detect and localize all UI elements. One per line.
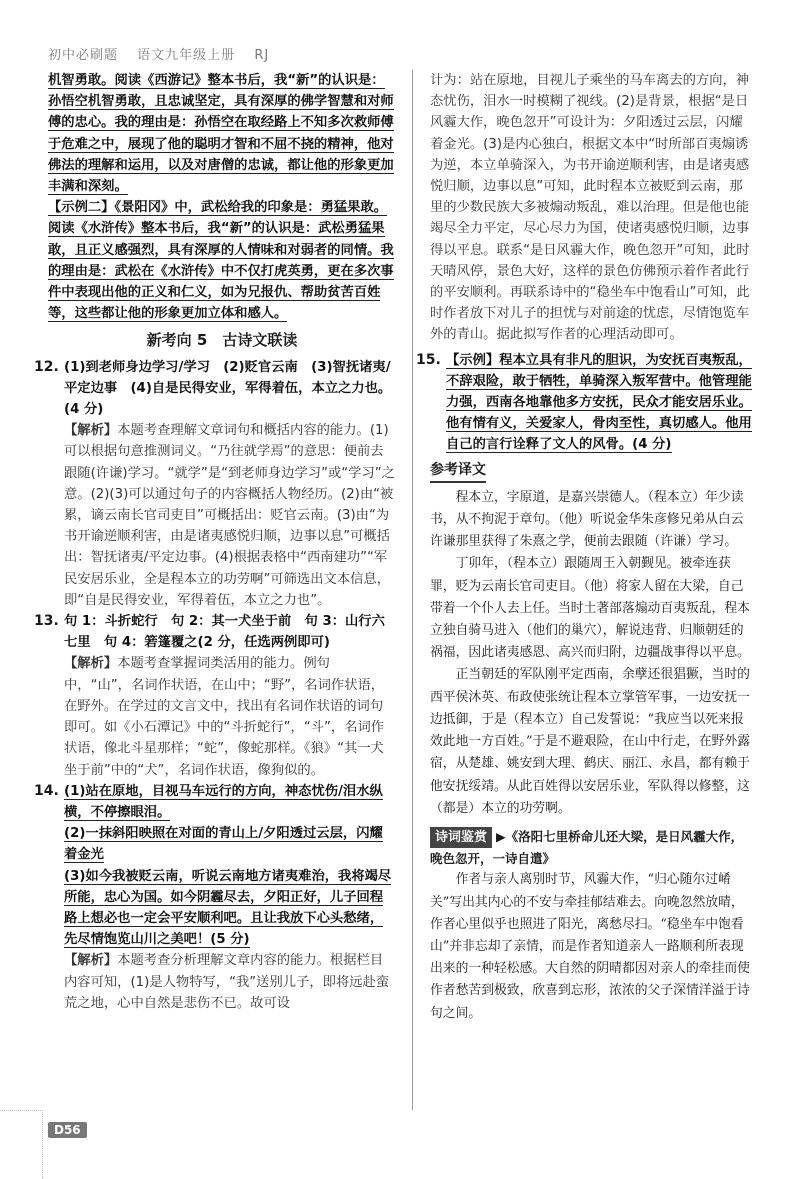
answer-text: 句 1：斗折蛇行 句 2：其一犬坐于前 句 3：山行六七里 句 4：箬篷覆之(2 分，任选两例即可): [64, 614, 385, 651]
analysis-text: 【解析】本题考查掌握词类活用的能力。例句中，“山”，名词作状语，在山中；“野”，名词作状语，在野外。在学过的文言文中，找出有名词作状语的词句即可。如《小石潭记》中的“斗折蛇行”，“斗”，名词作状语，像北斗星那样；“蛇”，像蛇那样。《狼》“其一犬坐于前”中的“犬”，名词作状语，像狗似的。: [64, 656, 385, 778]
analysis-text: 【解析】本题考查分析理解文章内容的能力。根据栏目内容可知，(1)是人物特写，“我”送别儿子，即将远赴蛮荒之地，心中自然是悲伤不已。故可设: [64, 953, 390, 1011]
question-number: 14.: [34, 782, 59, 799]
header-subject: 语文九年级上册: [137, 48, 236, 63]
question-15: [416, 350, 752, 456]
page-number: D56: [48, 1122, 87, 1138]
question-number: 12.: [34, 358, 59, 375]
answer-part-3: (3)如今我被贬云南，听说云南地方诸夷难治，我将竭尽所能，忠心为国。如今阴霾尽去，夕阳正好，儿子回程路上想必也一定会平安顺利吧。且让我放下心头愁绪，先尽情饱览山川之美吧！(5 分): [64, 868, 392, 948]
question-number: 15.: [416, 351, 441, 368]
page-corner-decoration: [0, 1110, 43, 1179]
poem-title: ▶《洛阳七里桥命儿还大梁，是日风霾大作，晚色忽开，一诗自遣》: [430, 828, 744, 867]
analysis-text: 【解析】本题考查理解文章词句和概括内容的能力。(1)可以根据句意推测词义。“乃往就学焉”的意思：便前去跟随(许谦)学习。“就学”是“到老师身边学习”或“学习”之意。(2)(3)可以通过句子的内容概括人物经历。(2)由“被累，谪云南长官司吏目”可概括出：贬官云南。(3)由“为书开谕逆顺利害，由是诸夷感悦归顺，边事以息”可概括出：智抚诸夷/平定边事。(4)根据表格中“西南建功”“军民安居乐业，全是程本立的功劳啊”可筛选出文本信息，即“自是民得安业，军得着伍，本立之力也”。: [64, 423, 395, 608]
right-column: [416, 70, 752, 1025]
answer-part-2: (2)一抹斜阳映照在对面的青山上/夕阳透过云层，闪耀着金光: [64, 826, 383, 863]
translation-paragraph-1: 程本立，字原道，是嘉兴崇德人。（程本立）年少读书，从不拘泥于章句。（他）听说金华朱彦修兄弟从白云许谦那里获得了朱熹之学，便前去跟随（许谦）学习。: [430, 489, 744, 550]
question-13: [34, 611, 396, 781]
question-12: [34, 357, 396, 611]
reference-translation-title: 参考译文: [430, 460, 486, 483]
question-number: 13.: [34, 613, 59, 630]
header-book: 初中必刷题: [48, 48, 119, 63]
poem-appreciation-label: 诗词鉴赏: [430, 827, 492, 848]
page-header: [48, 44, 748, 68]
question-14: [34, 781, 396, 1014]
poem-appreciation-header: [430, 826, 752, 869]
poem-appreciation-text: 作者与亲人离别时节，风霾大作，“归心随尔过崤关”写出其内心的不安与牵挂郁结难去。向晚忽然放晴，作者心里似乎也照进了阳光，离愁尽扫。“稳坐车中饱看山”并非忘却了亲情，而是作者知道亲人一路顺利所表现出来的一种轻松感。大自然的阴晴都因对亲人的牵挂而使作者愁苦到极致，欣喜到忘形，浓浓的父子深情洋溢于诗句之间。: [430, 872, 750, 1021]
answer-paragraph-2: 【示例二】《景阳冈》中，武松给我的印象是：勇猛果敢。阅读《水浒传》整本书后，我“新”的认识是：武松勇猛果敢，且正义感强烈，具有深厚的人情味和对弱者的同情。我的理由是：武松在《水浒传》中不仅打虎英勇，更在多次事件中表现出他的正义和仁义，如为兄报仇、帮助贫苦百姓等，这些都让他的形象更加立体和感人。: [48, 200, 394, 322]
section-title: 新考向 5 古诗文联读: [146, 331, 298, 350]
left-column: [34, 70, 396, 1014]
analysis-continued: 计为：站在原地，目视儿子乘坐的马车离去的方向，神态忧伤，泪水一时模糊了视线。(2)是背景，根据“是日风霾大作，晚色忽开”可设计为：夕阳透过云层，闪耀着金光。(3)是内心独白，根据文本中“时所部百夷煽诱为逆，本立单骑深入，为书开谕逆顺利害，由是诸夷感悦归顺，边事以息”可知，此时程本立被贬到云南，那里的少数民族大多被煽动叛乱，难以治理。但是他也能竭尽全力平定，尽心尽力为国，使诸夷感悦归顺，边事得以平息。联系“是日风霾大作，晚色忽开”可知，此时天晴风停，景色大好，这样的景色仿佛预示着作者此行的平安顺利。再联系诗中的“稳坐车中饱看山”可知，此时作者放下对儿子的担忧与对前途的忧虑，尽情饱览车外的青山。据此拟写作者的心理活动即可。: [430, 73, 750, 343]
answer-paragraph-1: 机智勇敢。阅读《西游记》整本书后，我“新”的认识是：孙悟空机智勇敢，且忠诚坚定，具有深厚的佛学智慧和对师傅的忠心。我的理由是：孙悟空在取经路上不知多次救师傅于危难之中，展现了他的聪明才智和不屈不挠的精神，他对佛法的理解和运用，以及对唐僧的忠诚，都让他的形象更加丰满和深刻。: [48, 73, 394, 195]
column-divider: [412, 70, 413, 1110]
header-edition: RJ: [254, 48, 270, 63]
translation-paragraph-3: 正当朝廷的军队刚平定西南，余孽还很猖獗，当时的西平侯沐英、布政使张统让程本立掌管军事，一边安抚一边抵御，于是（程本立）自己发誓说：“我应当以死来报效此地一方百姓。”于是不避艰险，在山中行走，在野外露宿，从楚雄、姚安到大理、鹤庆、丽江、永昌，都有赖于他安抚绥靖。从此百姓得以安居乐业，军队得以修整，这（都是）本立的功劳啊。: [430, 667, 751, 816]
answer-text: (1)到老师身边学习/学习 (2)贬官云南 (3)智抚诸夷/平定边事 (4)自是民得安业，军得着伍，本立之力也。(4 分): [64, 359, 392, 418]
answer-part-1: (1)站在原地，目视马车远行的方向，神态忧伤/泪水纵横，不停擦眼泪。: [64, 783, 383, 820]
translation-paragraph-2: 丁卯年，（程本立）跟随周王入朝觐见。被牵连获罪，贬为云南长官司吏目。（他）将家人留在大梁，自己带着一个仆人去上任。当时土著部落煽动百夷叛乱，程本立独自骑马进入（他们的巢穴），解说违背、归顺朝廷的祸福，因此诸夷感恩、高兴而归附，边疆战事得以平息。: [430, 556, 750, 661]
answer-text: 【示例】程本立具有非凡的胆识，为安抚百夷叛乱，不辞艰险，敢于牺牲，单骑深入叛军营中。他管理能力强，西南各地靠他多方安抚，民众才能安居乐业。他有情有义，关爱家人，骨肉至性，真切感人。他用自己的言行诠释了文人的风骨。(4 分): [446, 352, 752, 453]
